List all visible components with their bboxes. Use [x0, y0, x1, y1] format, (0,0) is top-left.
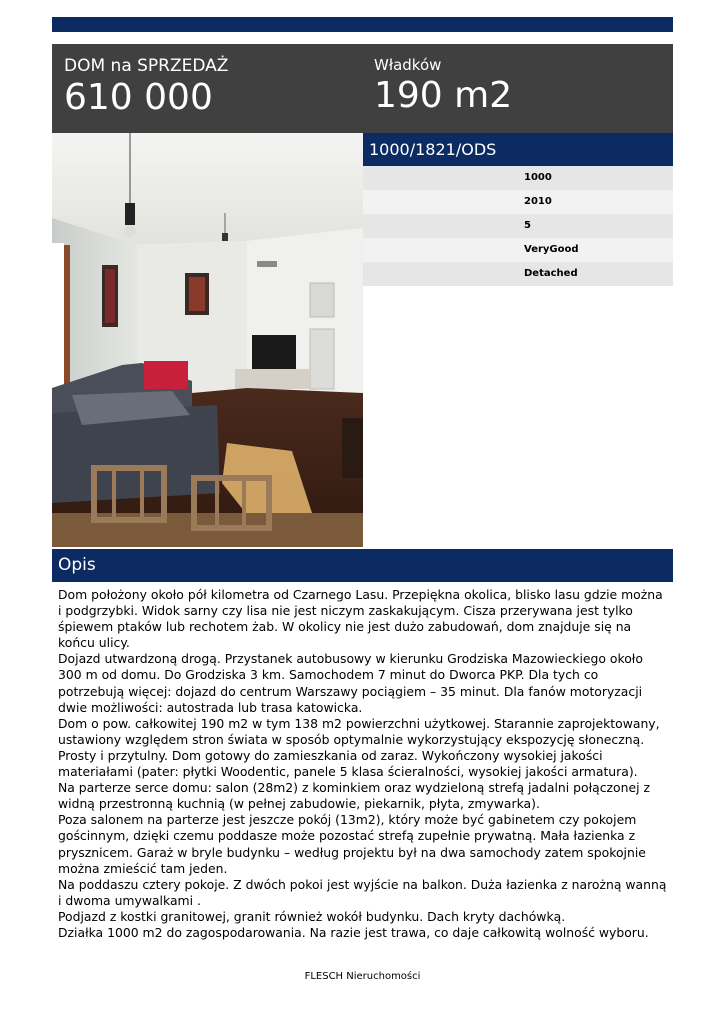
param-row-rooms: 5	[363, 214, 673, 238]
property-location: Władków	[374, 56, 442, 74]
property-area: 190 m2	[374, 75, 513, 116]
description-paragraph: Działka 1000 m2 do zagospodarowania. Na razie jest trawa, co daje całkowitą wolność wyboru.	[58, 924, 649, 940]
header-left	[64, 56, 228, 120]
description-paragraph: Podjazd z kostki granitowej, granit również wokół budynku. Dach kryty dachówką.	[58, 908, 566, 924]
property-price: 610 000	[64, 77, 213, 118]
description-paragraph: Dom o pow. całkowitej 190 m2 w tym 138 m2 powierzchni użytkowej. Starannie zaprojektowany, ustawiony względem stron świata w sposób optymalnie wykorzystujący ekspozycję słoneczną. Prosty i przytulny. Dom gotowy do zamieszkania od zaraz. Wykończony wysokiej jakości materiałami (pater: płytki Woodentic, panele 5 klasa ścieralności, wysokiej jakości armatura).	[58, 715, 660, 780]
param-row-building-type: Detached	[363, 262, 673, 286]
header-right	[374, 56, 512, 118]
property-photo	[52, 133, 363, 547]
param-row-plot-area: 1000	[363, 166, 673, 190]
footer-agency-name: FLESCH Nieruchomości	[304, 971, 421, 982]
property-type: DOM na SPRZEDAŻ	[64, 56, 229, 76]
description-paragraph: Na parterze serce domu: salon (28m2) z kominkiem oraz wydzieloną strefą jadalni połączonej z widną przestronną kuchnią (w pełnej zabudowie, piekarnik, płyta, zmywarka).	[58, 780, 650, 812]
parameters-table	[363, 166, 673, 286]
listing-header	[52, 44, 673, 133]
param-row-year-built: 2010	[363, 190, 673, 214]
description-paragraph: Na poddaszu cztery pokoje. Z dwóch pokoi jest wyjście na balkon. Duża łazienka z narożną wanną i dwoma umywalkami .	[58, 876, 667, 908]
top-accent-bar	[52, 17, 673, 32]
param-row-condition: VeryGood	[363, 238, 673, 262]
description-text	[58, 587, 668, 941]
description-paragraph: Dojazd utwardzoną drogą. Przystanek autobusowy w kierunku Grodziska Mazowieckiego około 300 m od domu. Do Grodziska 3 km. Samochodem 7 minut do Dworca PKP. Dla tych co potrzebują więcej: dojazd do centrum Warszawy pociągiem – 35 minut. Dla fanów motoryzacji dwie możliwości: autostrada lub trasa katowicka.	[58, 651, 643, 715]
description-paragraph: Poza salonem na parterze jest jeszcze pokój (13m2), który może być gabinetem czy pokojem gościnnym, dzięki czemu poddasze może pozostać strefą zupełnie prywatną. Mała łazienka z prysznicem. Garaż w bryle budynku – według projektu był na dwa samochody zatem spokojnie można zmieścić tam jeden.	[58, 812, 646, 876]
description-paragraph: Dom położony około pół kilometra od Czarnego Lasu. Przepiękna okolica, blisko lasu gdzie można i podgrzybki. Widok sarny czy lisa nie jest niczym zaskakującym. Cisza przerywana jest tylko śpiewem ptaków lub rechotem żab. W okolicy nie jest dużo zabudowań, dom znajduje się na końcu ulicy.	[58, 587, 663, 651]
listing-reference: 1000/1821/ODS	[363, 133, 673, 166]
description-heading: Opis	[52, 549, 673, 582]
